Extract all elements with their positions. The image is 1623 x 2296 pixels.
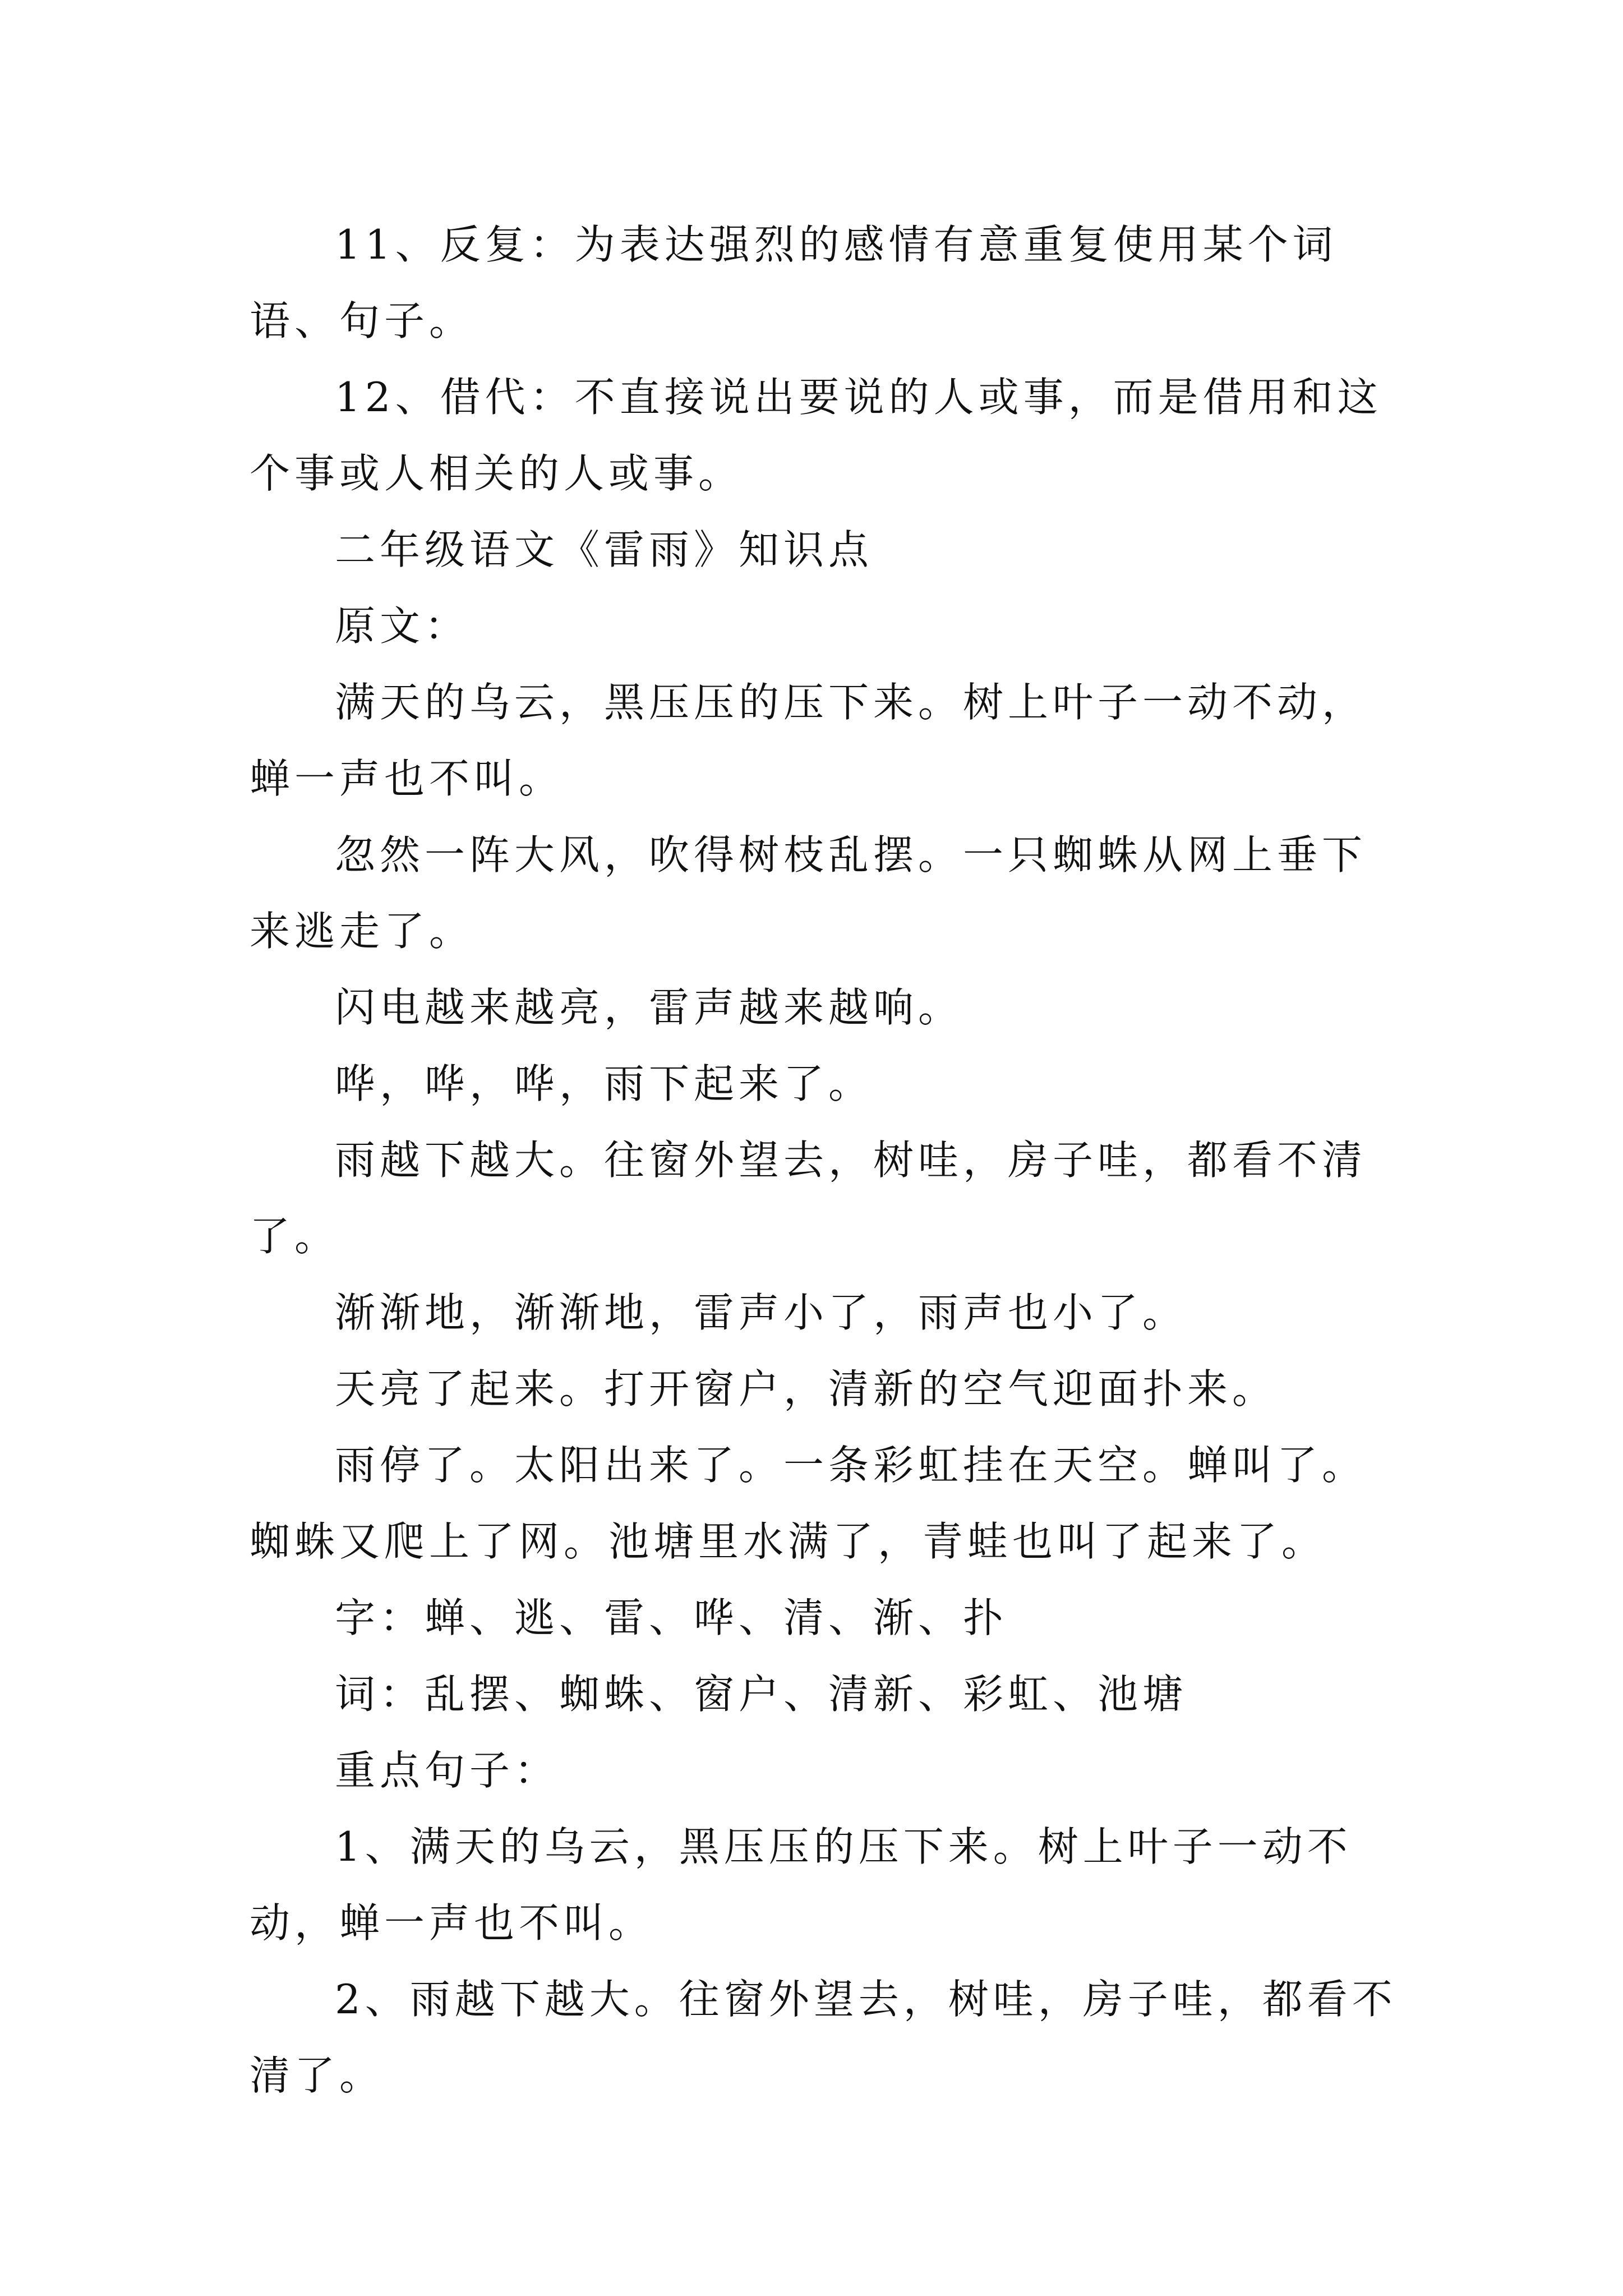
key-sentence: 1、满天的乌云，黑压压的压下来。树上叶子一动不动，蝉一声也不叫。 — [250, 1823, 1352, 1947]
text-paragraph: 渐渐地，渐渐地，雷声小了，雨声也小了。 — [335, 1289, 1188, 1336]
section-heading: 二年级语文《雷雨》知识点 — [335, 526, 874, 573]
text-paragraph: 闪电越来越亮，雷声越来越响。 — [335, 984, 963, 1031]
text-paragraph: 忽然一阵大风，吹得树枝乱摆。一只蜘蛛从网上垂下来逃走了。 — [250, 831, 1367, 955]
paragraph-metonymy: 12、借代：不直接说出要说的人或事，而是借用和这个事或人相关的人或事。 — [250, 374, 1382, 497]
key-sentences-label: 重点句子： — [335, 1747, 560, 1794]
key-sentence: 2、雨越下越大。往窗外望去，树哇，房子哇，都看不清了。 — [250, 1976, 1397, 2099]
text-paragraph: 哗，哗，哗，雨下起来了。 — [335, 1060, 874, 1107]
paragraph-repetition: 11、反复：为表达强烈的感情有意重复使用某个词语、句子。 — [250, 221, 1338, 344]
text-paragraph: 满天的乌云，黑压压的压下来。树上叶子一动不动，蝉一声也不叫。 — [250, 679, 1367, 802]
text-paragraph: 天亮了起来。打开窗户，清新的空气迎面扑来。 — [335, 1365, 1278, 1412]
text-paragraph: 雨停了。太阳出来了。一条彩虹挂在天空。蝉叫了。蜘蛛又爬上了网。池塘里水满了，青蛙也叫了起来了。 — [250, 1442, 1367, 1565]
text-paragraph: 雨越下越大。往窗外望去，树哇，房子哇，都看不清了。 — [250, 1137, 1367, 1260]
original-text-label: 原文： — [335, 602, 470, 650]
characters-list: 字：蝉、逃、雷、哗、清、渐、扑 — [335, 1594, 1008, 1641]
document-body — [250, 206, 1399, 2114]
words-list: 词：乱摆、蜘蛛、窗户、清新、彩虹、池塘 — [335, 1671, 1188, 1718]
